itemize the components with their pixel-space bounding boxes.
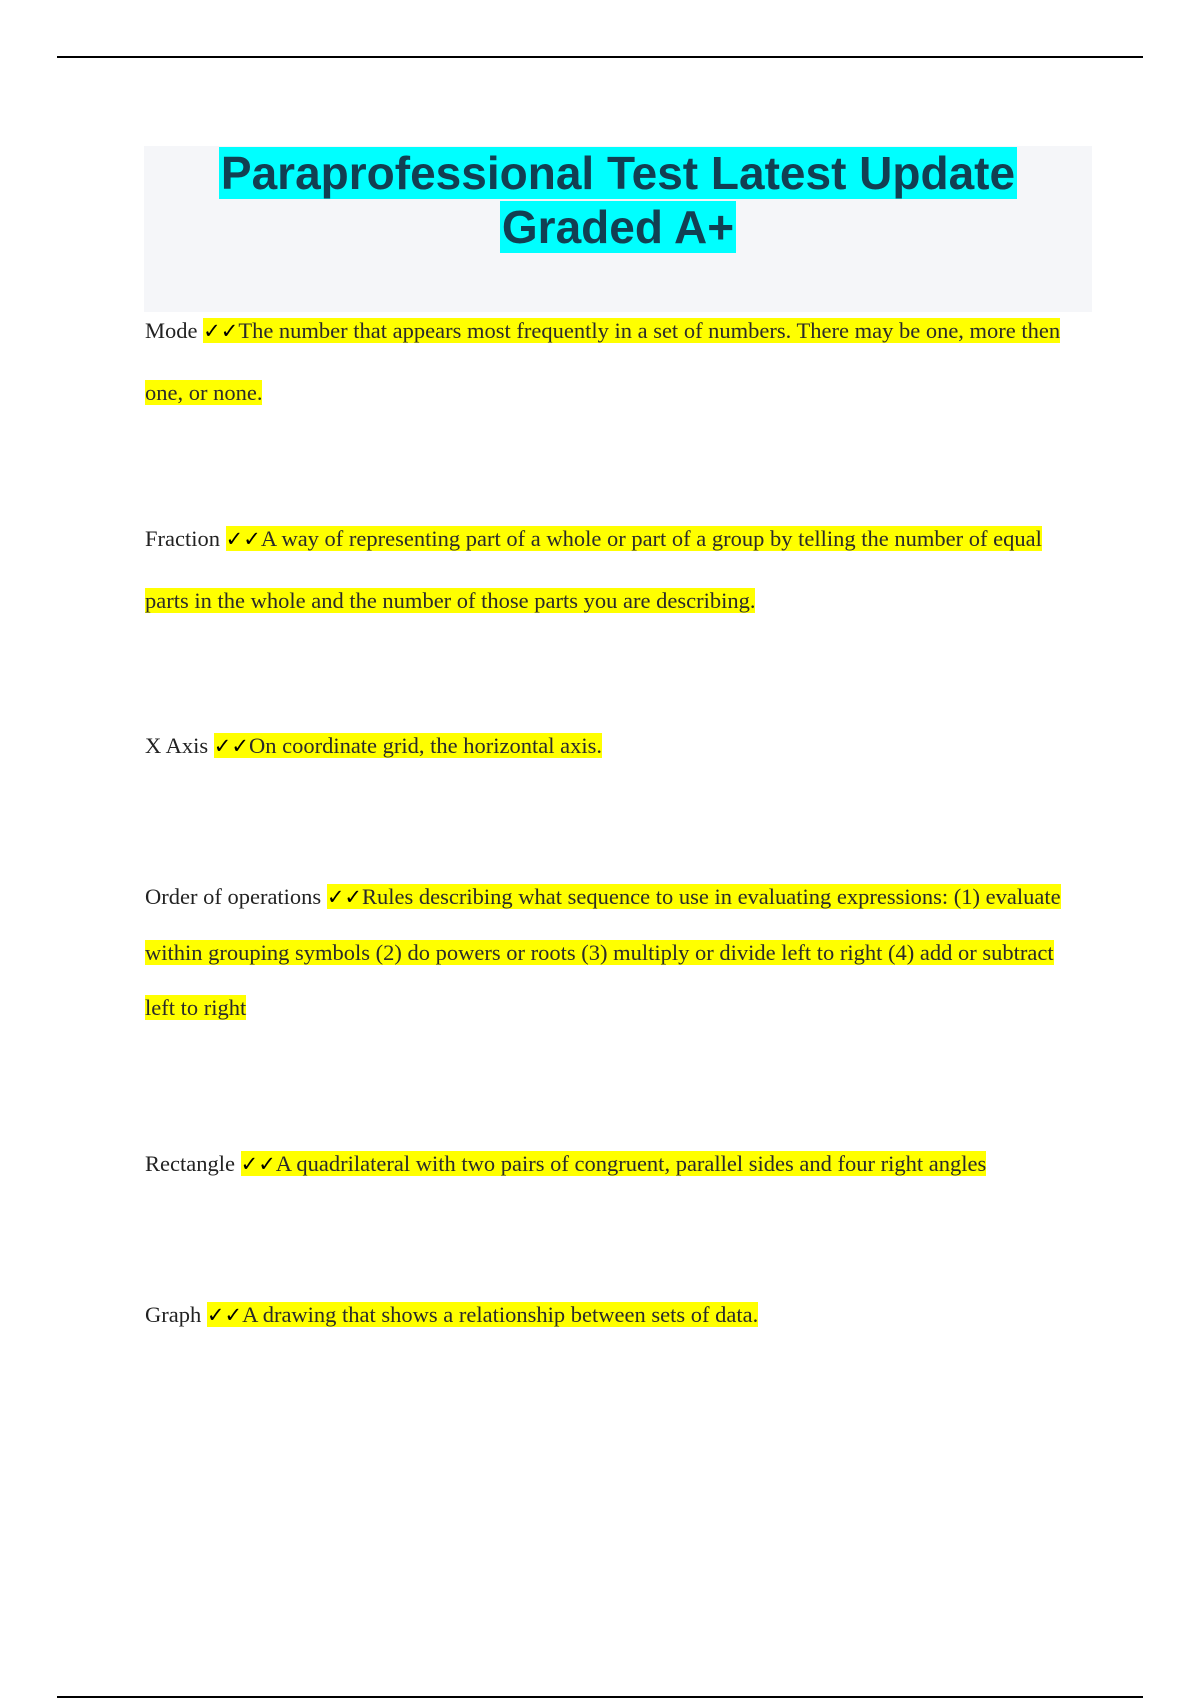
definition-text: The number that appears most frequently in a set of numbers. There may be one, more then one, or none. [145,318,1061,405]
entry-term: Mode [145,318,198,343]
top-rule [57,56,1143,58]
definition-text: Rules describing what sequence to use in evaluating expressions: (1) evaluate within grouping symbols (2) do powers or roots (3) multiply or divide left to right (4) add or subtract left to right [145,884,1061,1020]
document-title-line-2: Graded A+ [501,201,735,253]
entry-definition [214,733,602,758]
entry-term: Graph [145,1302,202,1327]
title-banner [144,146,1092,312]
double-check-icon: ✓✓ [225,527,261,551]
definition-text: A way of representing part of a whole or part of a group by telling the number of equal parts in the whole and the number of those parts you are describing. [145,526,1042,613]
glossary-entry-x-axis [145,715,1090,777]
document-title-line-1: Paraprofessional Test Latest Update [220,147,1016,199]
glossary-entry-fraction [145,508,1090,631]
entry-definition [207,1302,758,1327]
glossary-entry-mode [145,300,1090,423]
entry-term: Order of operations [145,884,322,909]
entry-definition [145,318,1060,405]
definition-text: A drawing that shows a relationship between sets of data. [242,1302,759,1327]
definition-text: On coordinate grid, the horizontal axis. [248,733,602,758]
glossary-entry-order-of-operations [145,869,1065,1035]
entry-term: X Axis [145,733,209,758]
glossary-entry-rectangle [145,1133,1105,1195]
bottom-rule [57,1696,1143,1698]
entry-definition [145,526,1042,613]
double-check-icon: ✓✓ [326,885,363,909]
definition-text: A quadrilateral with two pairs of congruent, parallel sides and four right angles [275,1151,987,1176]
entry-definition [241,1151,987,1176]
glossary-entry-graph [145,1284,1090,1346]
double-check-icon: ✓✓ [213,734,249,758]
entry-term: Rectangle [145,1151,235,1176]
double-check-icon: ✓✓ [203,319,239,343]
double-check-icon: ✓✓ [240,1152,276,1176]
entry-term: Fraction [145,526,220,551]
double-check-icon: ✓✓ [206,1303,243,1327]
